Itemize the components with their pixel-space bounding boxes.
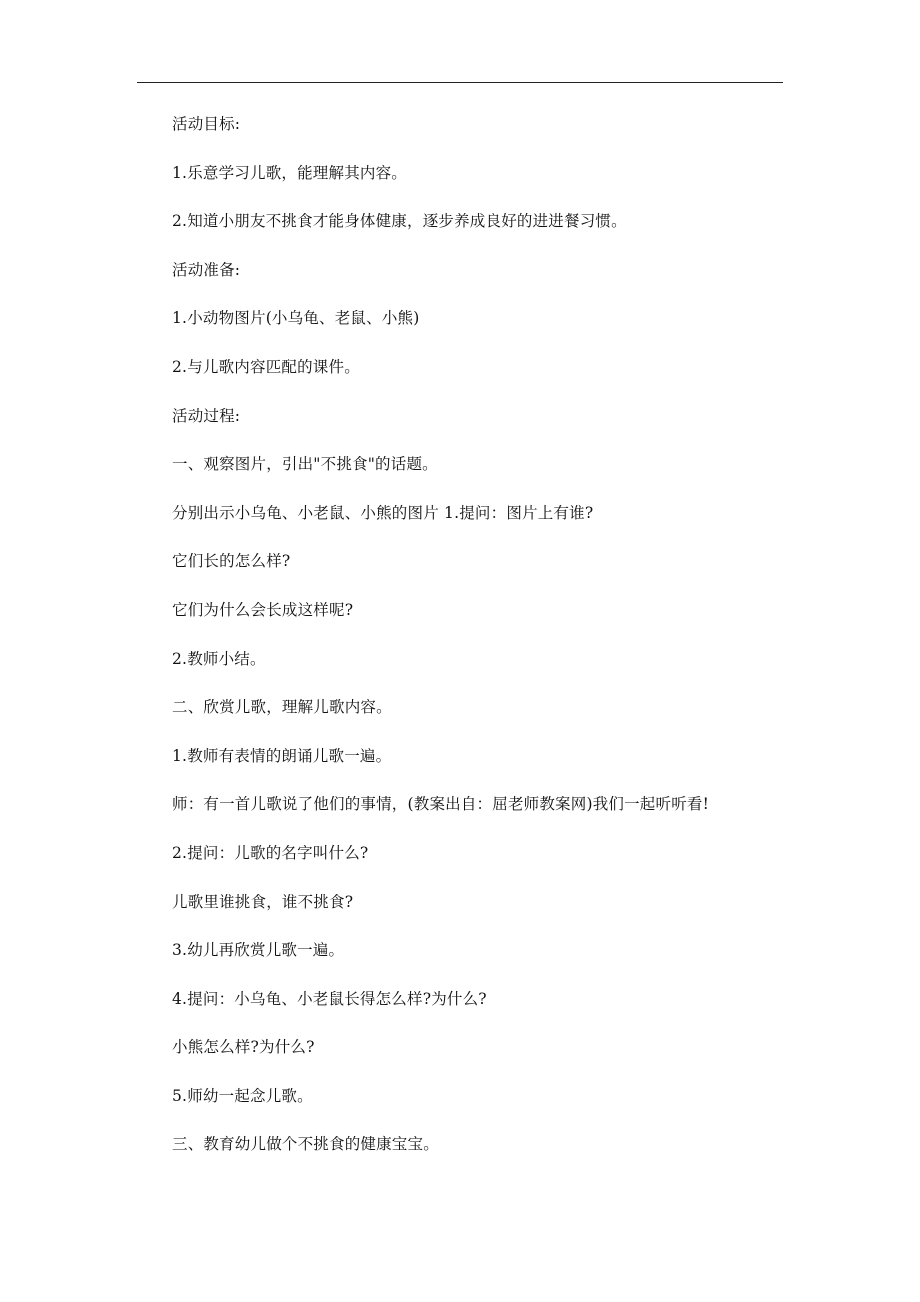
paragraph-line: 儿歌里谁挑食，谁不挑食? <box>172 892 354 911</box>
paragraph-line: 1.教师有表情的朗诵儿歌一遍。 <box>172 746 392 765</box>
process-step-3-heading: 三、教育幼儿做个不挑食的健康宝宝。 <box>172 1135 439 1154</box>
paragraph-line: 2.教师小结。 <box>172 649 266 668</box>
paragraph-line: 2.提问：儿歌的名字叫什么? <box>172 843 369 862</box>
paragraph-line: 小熊怎么样?为什么? <box>172 1038 315 1057</box>
section-heading-preparation: 活动准备: <box>172 260 241 279</box>
paragraph-line: 3.幼儿再欣赏儿歌一遍。 <box>172 941 345 960</box>
goal-item-2: 2.知道小朋友不挑食才能身体健康，逐步养成良好的进进餐习惯。 <box>172 212 627 231</box>
document-body <box>172 110 782 1179</box>
paragraph-line: 分别出示小乌龟、小老鼠、小熊的图片 1.提问：图片上有谁? <box>172 503 594 522</box>
section-heading-process: 活动过程: <box>172 406 241 425</box>
paragraph-line: 4.提问：小乌龟、小老鼠长得怎么样?为什么? <box>172 989 487 1008</box>
paragraph-line: 它们长的怎么样? <box>172 552 291 571</box>
header-rule <box>137 82 783 83</box>
goal-item-1: 1.乐意学习儿歌，能理解其内容。 <box>172 163 407 182</box>
preparation-item-2: 2.与儿歌内容匹配的课件。 <box>172 357 360 376</box>
process-step-2-heading: 二、欣赏儿歌，理解儿歌内容。 <box>172 698 392 717</box>
section-heading-goals: 活动目标: <box>172 115 241 133</box>
preparation-item-1: 1.小动物图片(小乌龟、老鼠、小熊) <box>172 309 420 328</box>
process-step-1-heading: 一、观察图片，引出"不挑食"的话题。 <box>172 455 438 474</box>
paragraph-line: 它们为什么会长成这样呢? <box>172 600 354 619</box>
paragraph-line: 师：有一首儿歌说了他们的事情，(教案出自：屈老师教案网)我们一起听听看! <box>172 795 710 814</box>
paragraph-line: 5.师幼一起念儿歌。 <box>172 1086 313 1105</box>
